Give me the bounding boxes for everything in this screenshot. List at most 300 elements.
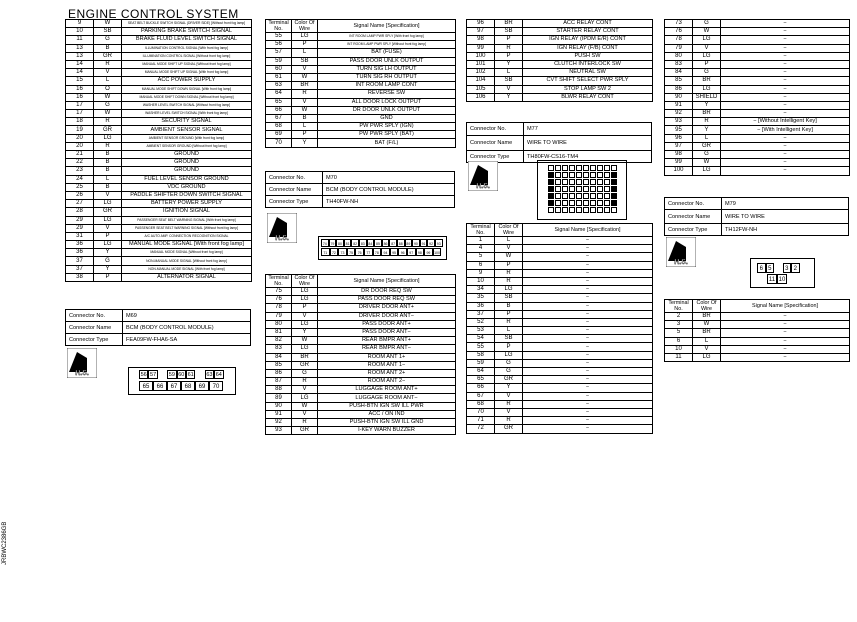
terminal-cell: 29 <box>66 224 94 232</box>
terminal-cell: 76 <box>266 296 292 304</box>
table-row <box>665 93 850 101</box>
signal-name-cell: PASS DOOR UNLK OUTPUT <box>318 57 456 65</box>
wire-color-cell: LG <box>94 241 122 249</box>
terminal-cell: 86 <box>665 85 693 93</box>
connector-pin <box>158 370 167 379</box>
wire-color-cell: LG <box>292 33 318 41</box>
connector-no: M79 <box>722 198 849 210</box>
connector-no-label: Connector No. <box>665 198 722 210</box>
terminal-cell: 95 <box>665 126 693 134</box>
connector-cavity <box>548 193 554 199</box>
signal-name-cell: − [Without Intelligent Key] <box>721 118 850 126</box>
pin-table-m70-a <box>265 19 456 148</box>
table-row <box>266 57 456 65</box>
terminal-cell: 101 <box>467 60 495 68</box>
signal-name-cell: BATTERY POWER SUPPLY <box>122 200 252 208</box>
terminal-cell: 104 <box>467 77 495 85</box>
connector-cavity <box>611 172 617 178</box>
connector-info-m69 <box>65 309 251 346</box>
connector-pin: 61 <box>187 372 194 378</box>
connector-pin: 86 <box>382 239 390 247</box>
wire-color-cell: L <box>495 69 523 77</box>
connector-cavity <box>555 172 561 178</box>
table-row <box>467 400 653 408</box>
connector-cavity <box>569 179 575 185</box>
connector-pin: 56 <box>140 372 147 378</box>
table-row <box>66 159 252 167</box>
terminal-cell: 78 <box>665 36 693 44</box>
connector-cavity <box>583 207 589 213</box>
terminal-cell: 36 <box>66 241 94 249</box>
signal-name-cell: − <box>523 359 653 367</box>
terminal-cell: 84 <box>266 353 292 361</box>
connector-cavity <box>555 179 561 185</box>
table-row <box>467 245 653 253</box>
signal-name-cell: − <box>523 245 653 253</box>
connector-pin: 88 <box>397 239 405 247</box>
wire-color-cell: P <box>94 273 122 281</box>
signal-name-cell: − <box>523 368 653 376</box>
connector-cavity <box>597 179 603 185</box>
connector-cavity <box>597 200 603 206</box>
connector-cavity <box>611 207 617 213</box>
signal-name-cell: PW PWR SPLY (BAT) <box>318 131 456 139</box>
wire-color-cell: SHIELD <box>693 93 721 101</box>
terminal-cell: 99 <box>467 44 495 52</box>
connector-cavity <box>555 207 561 213</box>
pin-table-m77 <box>466 223 653 434</box>
wire-color-cell: LG <box>495 286 523 294</box>
terminal-cell: 20 <box>66 134 94 142</box>
table-row <box>66 118 252 126</box>
terminal-cell: 99 <box>665 159 693 167</box>
signal-name-cell: GROUND <box>122 167 252 175</box>
table-row <box>665 36 850 44</box>
signal-name-cell: − <box>523 294 653 302</box>
connector-pin: 71 <box>321 248 330 256</box>
connector-cavity <box>611 186 617 192</box>
signal-name-cell: − <box>523 261 653 269</box>
signal-name-cell: − <box>721 151 850 159</box>
signal-name-cell: − <box>721 337 850 345</box>
connector-cavity <box>597 193 603 199</box>
signal-name-cell: − <box>721 353 850 361</box>
connector-pin <box>195 370 204 379</box>
connector-face-m77 <box>537 160 627 220</box>
signal-name-cell: − <box>721 85 850 93</box>
signal-name-cell: MANUAL MODE SHIFT UP SIGNAL [With front fog lamp] <box>122 69 252 77</box>
table-row <box>266 369 456 377</box>
terminal-cell: 3 <box>665 321 693 329</box>
wire-color-cell: BR <box>693 329 721 337</box>
signal-name-cell: − <box>523 237 653 245</box>
terminal-cell: 35 <box>467 294 495 302</box>
terminal-cell: 21 <box>66 151 94 159</box>
terminal-cell: 24 <box>66 175 94 183</box>
wire-color-cell: W <box>94 93 122 101</box>
terminal-cell: 14 <box>66 69 94 77</box>
terminal-cell: 34 <box>467 286 495 294</box>
wire-color-cell: Y <box>693 126 721 134</box>
signal-name-cell: STOP LAMP SW 2 <box>523 85 653 93</box>
table-row <box>467 376 653 384</box>
connector-cavity <box>590 207 596 213</box>
connector-pin: 90 <box>412 239 420 247</box>
signal-name-cell: − <box>721 44 850 52</box>
connector-pin: 95 <box>390 248 399 256</box>
wire-color-cell: L <box>94 77 122 85</box>
connector-pin: 99 <box>424 248 433 256</box>
wire-color-cell: W <box>94 110 122 118</box>
connector-no: M69 <box>123 310 251 322</box>
table-row <box>665 167 850 175</box>
connector-pin: 3 <box>783 263 792 273</box>
pin-table-m69 <box>65 19 252 282</box>
signal-name-cell: − <box>721 69 850 77</box>
signal-name-cell: − <box>721 77 850 85</box>
signal-name-cell: SEAT BELT BUCKLE SWITCH SIGNAL (DRIVER SIDE) [Without front fog lamp] <box>122 20 252 28</box>
signal-name-cell: − <box>721 28 850 36</box>
terminal-cell: 80 <box>665 52 693 60</box>
connector-name-label: Connector Name <box>266 184 323 196</box>
wire-color-cell: V <box>693 345 721 353</box>
terminal-cell: 102 <box>467 69 495 77</box>
terminal-cell: 83 <box>665 60 693 68</box>
connector-type: TH40FW-NH <box>323 196 455 208</box>
connector-pin: 63 <box>206 372 213 378</box>
table-row <box>266 49 456 57</box>
table-row <box>665 313 850 321</box>
signal-name-cell: − [With Intelligent Key] <box>721 126 850 134</box>
connector-cavity <box>604 200 610 206</box>
terminal-cell: 66 <box>266 106 292 114</box>
hs-label: H.S. <box>275 235 289 242</box>
terminal-cell: 63 <box>266 82 292 90</box>
wire-color-cell: Y <box>495 60 523 68</box>
connector-name: BCM (BODY CONTROL MODULE) <box>123 322 251 334</box>
terminal-cell: 67 <box>266 114 292 122</box>
connector-cavity <box>548 207 554 213</box>
connector-no-label: Connector No. <box>66 310 123 322</box>
table-row <box>467 351 653 359</box>
wire-color-cell: BR <box>693 313 721 321</box>
connector-cavity <box>576 186 582 192</box>
terminal-cell: 83 <box>266 345 292 353</box>
signal-name-cell: REVERSE SW <box>318 90 456 98</box>
signal-name-cell: TURN SIG RH OUTPUT <box>318 73 456 81</box>
table-row <box>467 286 653 294</box>
table-row <box>266 98 456 106</box>
wire-color-cell: P <box>495 343 523 351</box>
signal-name-cell: − <box>523 286 653 294</box>
terminal-cell: 86 <box>266 369 292 377</box>
connector-cavity <box>604 186 610 192</box>
pin-table-m77-b <box>664 19 850 176</box>
terminal-cell: 4 <box>467 245 495 253</box>
connector-pin: 69 <box>195 381 209 391</box>
connector-cavity <box>597 172 603 178</box>
terminal-cell: 14 <box>66 60 94 68</box>
terminal-cell: 25 <box>66 183 94 191</box>
connector-cavity <box>604 172 610 178</box>
table-row <box>467 253 653 261</box>
wire-color-cell: B <box>94 151 122 159</box>
table-row <box>266 378 456 386</box>
wire-color-cell: BR <box>292 82 318 90</box>
wire-color-cell: GR <box>94 52 122 60</box>
signal-name-cell: MANUAL MODE SHIFT DOWN SIGNAL [Without front fog lamp] <box>122 93 252 101</box>
table-row <box>467 425 653 433</box>
connector-cavity <box>569 172 575 178</box>
table-row <box>66 126 252 134</box>
wire-color-cell: Y <box>292 328 318 336</box>
connector-pin: 92 <box>427 239 435 247</box>
connector-cavity <box>569 193 575 199</box>
terminal-cell: 23 <box>66 167 94 175</box>
wire-color-cell: LG <box>693 353 721 361</box>
connector-cavity <box>576 200 582 206</box>
terminal-cell: 38 <box>66 273 94 281</box>
signal-name-cell: − <box>721 60 850 68</box>
signal-header: Signal Name [Specification] <box>721 300 850 313</box>
wire-color-cell: G <box>693 20 721 28</box>
connector-cavity <box>569 165 575 171</box>
connector-pin: 70 <box>209 381 223 391</box>
connector-name-label: Connector Name <box>66 322 123 334</box>
terminal-cell: 80 <box>266 320 292 328</box>
signal-name-cell: − <box>523 269 653 277</box>
terminal-cell: 26 <box>66 191 94 199</box>
signal-name-cell: ROOM ANT 1− <box>318 361 456 369</box>
wire-color-cell: Y <box>693 101 721 109</box>
terminal-cell: 90 <box>266 402 292 410</box>
table-row <box>266 73 456 81</box>
terminal-cell: 10 <box>467 277 495 285</box>
wire-color-cell: V <box>94 224 122 232</box>
signal-name-cell: − <box>721 167 850 175</box>
signal-name-cell: VDC GROUND <box>122 183 252 191</box>
connector-face-m79 <box>750 258 815 288</box>
wire-color-cell: W <box>495 253 523 261</box>
wire-color-cell: R <box>495 318 523 326</box>
signal-name-cell: NON-MANUAL MODE SIGNAL [Without front fog lamp] <box>122 257 252 265</box>
signal-name-cell: PUSH SW <box>523 52 653 60</box>
wire-color-cell: V <box>94 191 122 199</box>
signal-name-cell: NEUTRAL SW <box>523 69 653 77</box>
signal-name-cell: REAR BMPR ANT− <box>318 345 456 353</box>
table-row <box>467 20 653 28</box>
connector-cavity <box>576 179 582 185</box>
wire-color-cell: LG <box>693 85 721 93</box>
hs-label: H.S. <box>674 259 688 266</box>
signal-name-cell: ALL DOOR LOCK OUTPUT <box>318 98 456 106</box>
terminal-cell: 55 <box>467 343 495 351</box>
terminal-cell: 17 <box>66 110 94 118</box>
signal-name-cell: − <box>721 93 850 101</box>
wire-color-cell: LG <box>292 296 318 304</box>
connector-cavity <box>611 179 617 185</box>
signal-name-cell: PW PWR SPLY (IGN) <box>318 123 456 131</box>
wire-color-cell: R <box>94 142 122 150</box>
pin-table-m70-c <box>466 19 653 102</box>
terminal-cell: 93 <box>266 427 292 435</box>
wire-color-cell: P <box>94 232 122 240</box>
table-row <box>467 28 653 36</box>
table-row <box>266 131 456 139</box>
connector-pin: 84 <box>367 239 375 247</box>
connector-pin: 78 <box>373 248 382 256</box>
terminal-cell: 27 <box>66 200 94 208</box>
connector-pin: 83 <box>359 239 367 247</box>
table-row <box>266 328 456 336</box>
connector-cavity <box>562 193 568 199</box>
wire-color-cell: BR <box>495 20 523 28</box>
signal-name-cell: A/C AUTO AMP. CONNECTION RECOGNITION SIGNAL <box>122 232 252 240</box>
terminal-cell: 6 <box>665 337 693 345</box>
table-row <box>266 312 456 320</box>
table-row <box>467 60 653 68</box>
table-row <box>66 208 252 216</box>
terminal-cell: 68 <box>266 123 292 131</box>
signal-name-cell: WASHER LEVEL SWITCH SIGNAL [Without front fog lamp] <box>122 101 252 109</box>
connector-cavity <box>555 200 561 206</box>
wire-color-cell: G <box>292 369 318 377</box>
table-row <box>266 41 456 49</box>
terminal-cell: 59 <box>266 57 292 65</box>
terminal-cell: 19 <box>66 126 94 134</box>
signal-name-cell: TURN SIG LH OUTPUT <box>318 65 456 73</box>
color-header: Color Of Wire <box>292 275 318 288</box>
connector-info-m70 <box>265 171 455 208</box>
wire-color-cell: W <box>693 321 721 329</box>
wire-color-cell: BR <box>693 77 721 85</box>
signal-name-cell: − <box>721 36 850 44</box>
signal-name-cell: − <box>721 313 850 321</box>
connector-type-label: Connector Type <box>467 151 524 163</box>
table-row <box>665 345 850 353</box>
terminal-cell: 70 <box>467 408 495 416</box>
connector-cavity <box>583 165 589 171</box>
connector-cavity <box>562 186 568 192</box>
signal-name-cell: AMBIENT SENSOR GROUND [Without front fog lamp] <box>122 142 252 150</box>
signal-name-cell: ACC RELAY CONT <box>523 20 653 28</box>
wire-color-cell: Y <box>292 139 318 147</box>
terminal-cell: 100 <box>665 167 693 175</box>
terminal-cell: 64 <box>467 368 495 376</box>
table-row <box>665 110 850 118</box>
connector-pin: 60 <box>178 372 185 378</box>
terminal-cell: 79 <box>665 44 693 52</box>
terminal-header: Terminal No. <box>266 275 292 288</box>
connector-face-m70 <box>318 236 447 260</box>
terminal-cell: 66 <box>467 384 495 392</box>
terminal-cell: 60 <box>266 65 292 73</box>
wire-color-cell: W <box>693 159 721 167</box>
connector-cavity <box>583 186 589 192</box>
table-row <box>66 85 252 93</box>
table-row <box>266 345 456 353</box>
table-row <box>665 321 850 329</box>
signal-name-cell: GROUND <box>122 159 252 167</box>
connector-pin <box>800 263 809 273</box>
wire-color-cell: V <box>495 245 523 253</box>
connector-cavity <box>604 207 610 213</box>
connector-type: FEA09FW-FHA6-SA <box>123 334 251 346</box>
wire-color-cell: R <box>94 60 122 68</box>
terminal-cell: 87 <box>266 378 292 386</box>
table-row <box>266 304 456 312</box>
table-row <box>467 277 653 285</box>
wire-color-cell: P <box>292 304 318 312</box>
wire-color-cell: G <box>693 69 721 77</box>
signal-name-cell: − <box>523 376 653 384</box>
signal-name-cell: ILLUMINATION CONTROL SIGNAL [With front fog lamp] <box>122 44 252 52</box>
connector-cavity <box>548 172 554 178</box>
table-row <box>66 175 252 183</box>
table-row <box>266 65 456 73</box>
signal-name-cell: − <box>721 345 850 353</box>
wire-color-cell: SB <box>495 77 523 85</box>
table-row <box>665 69 850 77</box>
table-row <box>66 77 252 85</box>
figure-code: JRBWC2386GB <box>2 521 8 565</box>
connector-no-label: Connector No. <box>467 123 524 136</box>
signal-name-cell: − <box>721 329 850 337</box>
table-row <box>665 85 850 93</box>
table-row <box>66 36 252 44</box>
wire-color-cell: G <box>693 151 721 159</box>
connector-pin: 65 <box>139 381 153 391</box>
connector-pin: 75 <box>347 248 356 256</box>
terminal-cell: 72 <box>467 425 495 433</box>
connector-cavity <box>583 179 589 185</box>
table-row <box>66 216 252 224</box>
wire-color-cell: G <box>495 368 523 376</box>
wire-color-cell: R <box>495 400 523 408</box>
table-row <box>467 335 653 343</box>
connector-pin: 81 <box>344 239 352 247</box>
connector-pin: 100 <box>433 248 442 256</box>
table-row <box>467 85 653 93</box>
wire-color-cell: R <box>292 90 318 98</box>
terminal-cell: 1 <box>467 237 495 245</box>
wire-color-cell: P <box>292 131 318 139</box>
terminal-cell: 90 <box>665 93 693 101</box>
wire-color-cell: L <box>693 337 721 345</box>
table-row <box>66 167 252 175</box>
connector-pin: 59 <box>168 372 175 378</box>
table-row <box>467 359 653 367</box>
page-title: ENGINE CONTROL SYSTEM <box>68 7 239 21</box>
wire-color-cell: GR <box>693 142 721 150</box>
connector-cavity <box>604 179 610 185</box>
connector-pin: 72 <box>330 248 339 256</box>
terminal-cell: 16 <box>66 85 94 93</box>
connector-cavity <box>590 179 596 185</box>
wire-color-cell: P <box>292 41 318 49</box>
signal-name-cell: BLWR RELAY CONT <box>523 93 653 101</box>
wire-color-cell: LG <box>495 351 523 359</box>
wire-color-cell: SB <box>292 57 318 65</box>
wire-color-cell: V <box>292 65 318 73</box>
connector-cavity <box>569 207 575 213</box>
terminal-cell: 5 <box>467 253 495 261</box>
wire-color-cell: W <box>292 106 318 114</box>
wire-color-cell: W <box>292 402 318 410</box>
table-row <box>665 20 850 28</box>
signal-name-cell: PASSENGER SEAT BELT WARNING SIGNAL [With front fog lamp] <box>122 216 252 224</box>
signal-name-cell: BAT (FUSE) <box>318 49 456 57</box>
